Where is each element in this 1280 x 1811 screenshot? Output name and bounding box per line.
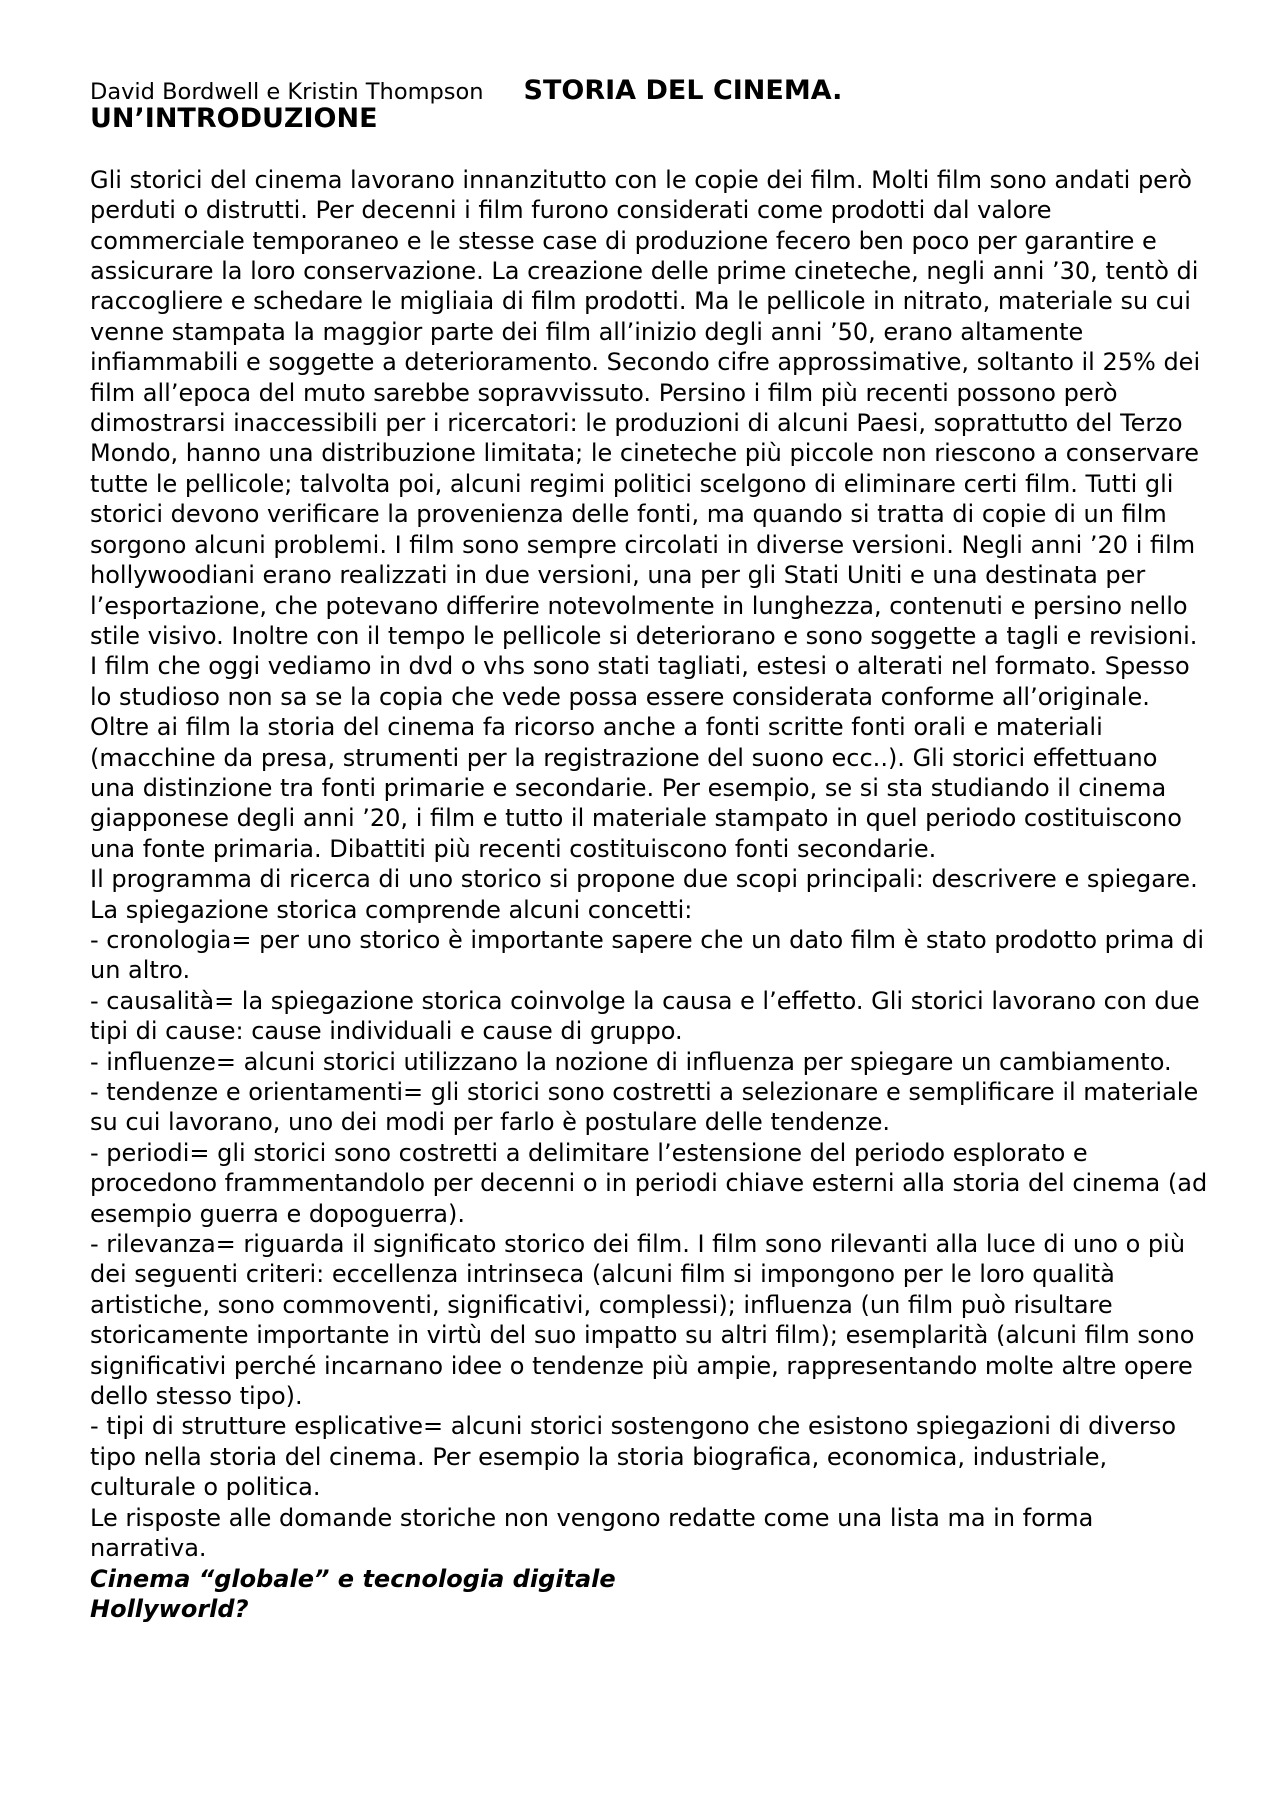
program-paragraph: Il programma di ricerca di uno storico si propone due scopi principali: descrivere e spiegare. La spiegazione storica comprende alcuni concetti: — [90, 865, 1198, 924]
intro-paragraph: Gli storici del cinema lavorano innanzitutto con le copie dei film. Molti film sono andati però perduti o distrutti. Per decenni i film furono considerati come prodotti dal valore commerciale temporaneo e le stesse case di produzione fecero ben poco per garantire e assicurare la loro conservazione. La creazione delle prime cineteche, negli anni ’30, tentò di raccogliere e schedare le migliaia di film prodotti. Ma le pellicole in nitrato, materiale su cui venne stampata la maggior parte dei film all’inizio degli anni ’50, erano altamente infiammabili e soggette a deterioramento. Secondo cifre approssimative, soltanto il 25% dei film all’epoca del muto sarebbe sopravvissuto. Persino i film più recenti possono però dimostrarsi inaccessibili per i ricercatori: le produzioni di alcuni Paesi, soprattutto del Terzo Mondo, hanno una distribuzione limitata; le cineteche più piccole non riescono a conservare tutte le pellicole; talvolta poi, alcuni regimi politici scelgono di eliminare certi film. Tutti gli storici devono verificare la provenienza delle fonti, ma quando si tratta di copie di un film sorgono alcuni problemi. I film sono sempre circolati in diverse versioni. Negli anni ’20 i film hollywoodiani erano realizzati in due versioni, una per gli Stati Uniti e una destinata per l’esportazione, che potevano differire notevolmente in lunghezza, contenuti e persino nello stile visivo. Inoltre con il tempo le pellicole si deteriorano e sono soggette a tagli e revisioni. I film che oggi vediamo in dvd o vhs sono stati tagliati, estesi o alterati nel formato. Spesso lo studioso non sa se la copia che vede possa essere considerata conforme all’originale. Oltre ai film la storia del cinema fa ricorso anche a fonti scritte fonti orali e materiali (macchine da presa, strumenti per la registrazione del suono ecc..). Gli storici effettuano una distinzione tra fonti primarie e secondarie. Per esempio, se si sta studiando il cinema giapponese degli anni ’20, i film e tutto il materiale stampato in quel periodo costituiscono una fonte primaria. Dibattiti più recenti costituiscono fonti secondarie. — [90, 165, 1201, 863]
concept-item: - tipi di strutture esplicative= alcuni storici sostengono che esistono spiegazioni di diverso tipo nella storia del cinema. Per esempio la storia biografica, economica, industriale, culturale o politica. — [90, 1412, 1177, 1502]
section-heading: Cinema “globale” e tecnologia digitale — [90, 1564, 616, 1593]
concept-item: - causalità= la spiegazione storica coinvolge la causa e l’effetto. Gli storici lavorano con due tipi di cause: cause individuali e cause di gruppo. — [90, 986, 1200, 1046]
document-page — [90, 76, 1210, 1624]
concept-item: - rilevanza= riguarda il significato storico dei film. I film sono rilevanti alla luce di uno o più dei seguenti criteri: eccellenza intrinseca (alcuni film si impongono per le loro qualità artistiche, sono commoventi, significativi, complessi); influenza (un film può risultare storicamente importante in virtù del suo impatto su altri film); esemplarità (alcuni film sono significativi perché incarnano idee o tendenze più ampie, rappresentando molte altre opere dello stesso tipo). — [90, 1230, 1195, 1411]
authors: David Bordwell e Kristin Thompson — [90, 79, 484, 105]
concept-item: - cronologia= per uno storico è importante sapere che un dato film è stato prodotto prima di un altro. — [90, 925, 1205, 985]
document-subtitle: UN’INTRODUZIONE — [90, 103, 378, 135]
section-heading: Hollyworld? — [90, 1594, 249, 1623]
concept-item: - influenze= alcuni storici utilizzano la nozione di influenza per spiegare un cambiamento. — [90, 1047, 1172, 1076]
closing-paragraph: Le risposte alle domande storiche non vengono redatte come una lista ma in forma narrativa. — [90, 1503, 1094, 1563]
concept-item: - periodi= gli storici sono costretti a delimitare l’estensione del periodo esplorato e procedono frammentandolo per decenni o in periodi chiave esterni alla storia del cinema (ad esempio guerra e dopoguerra). — [90, 1138, 1208, 1228]
concept-item: - tendenze e orientamenti= gli storici sono costretti a selezionare e semplificare il materiale su cui lavorano, uno dei modi per farlo è postulare delle tendenze. — [90, 1078, 1199, 1137]
document-title: STORIA DEL CINEMA. — [523, 75, 843, 106]
